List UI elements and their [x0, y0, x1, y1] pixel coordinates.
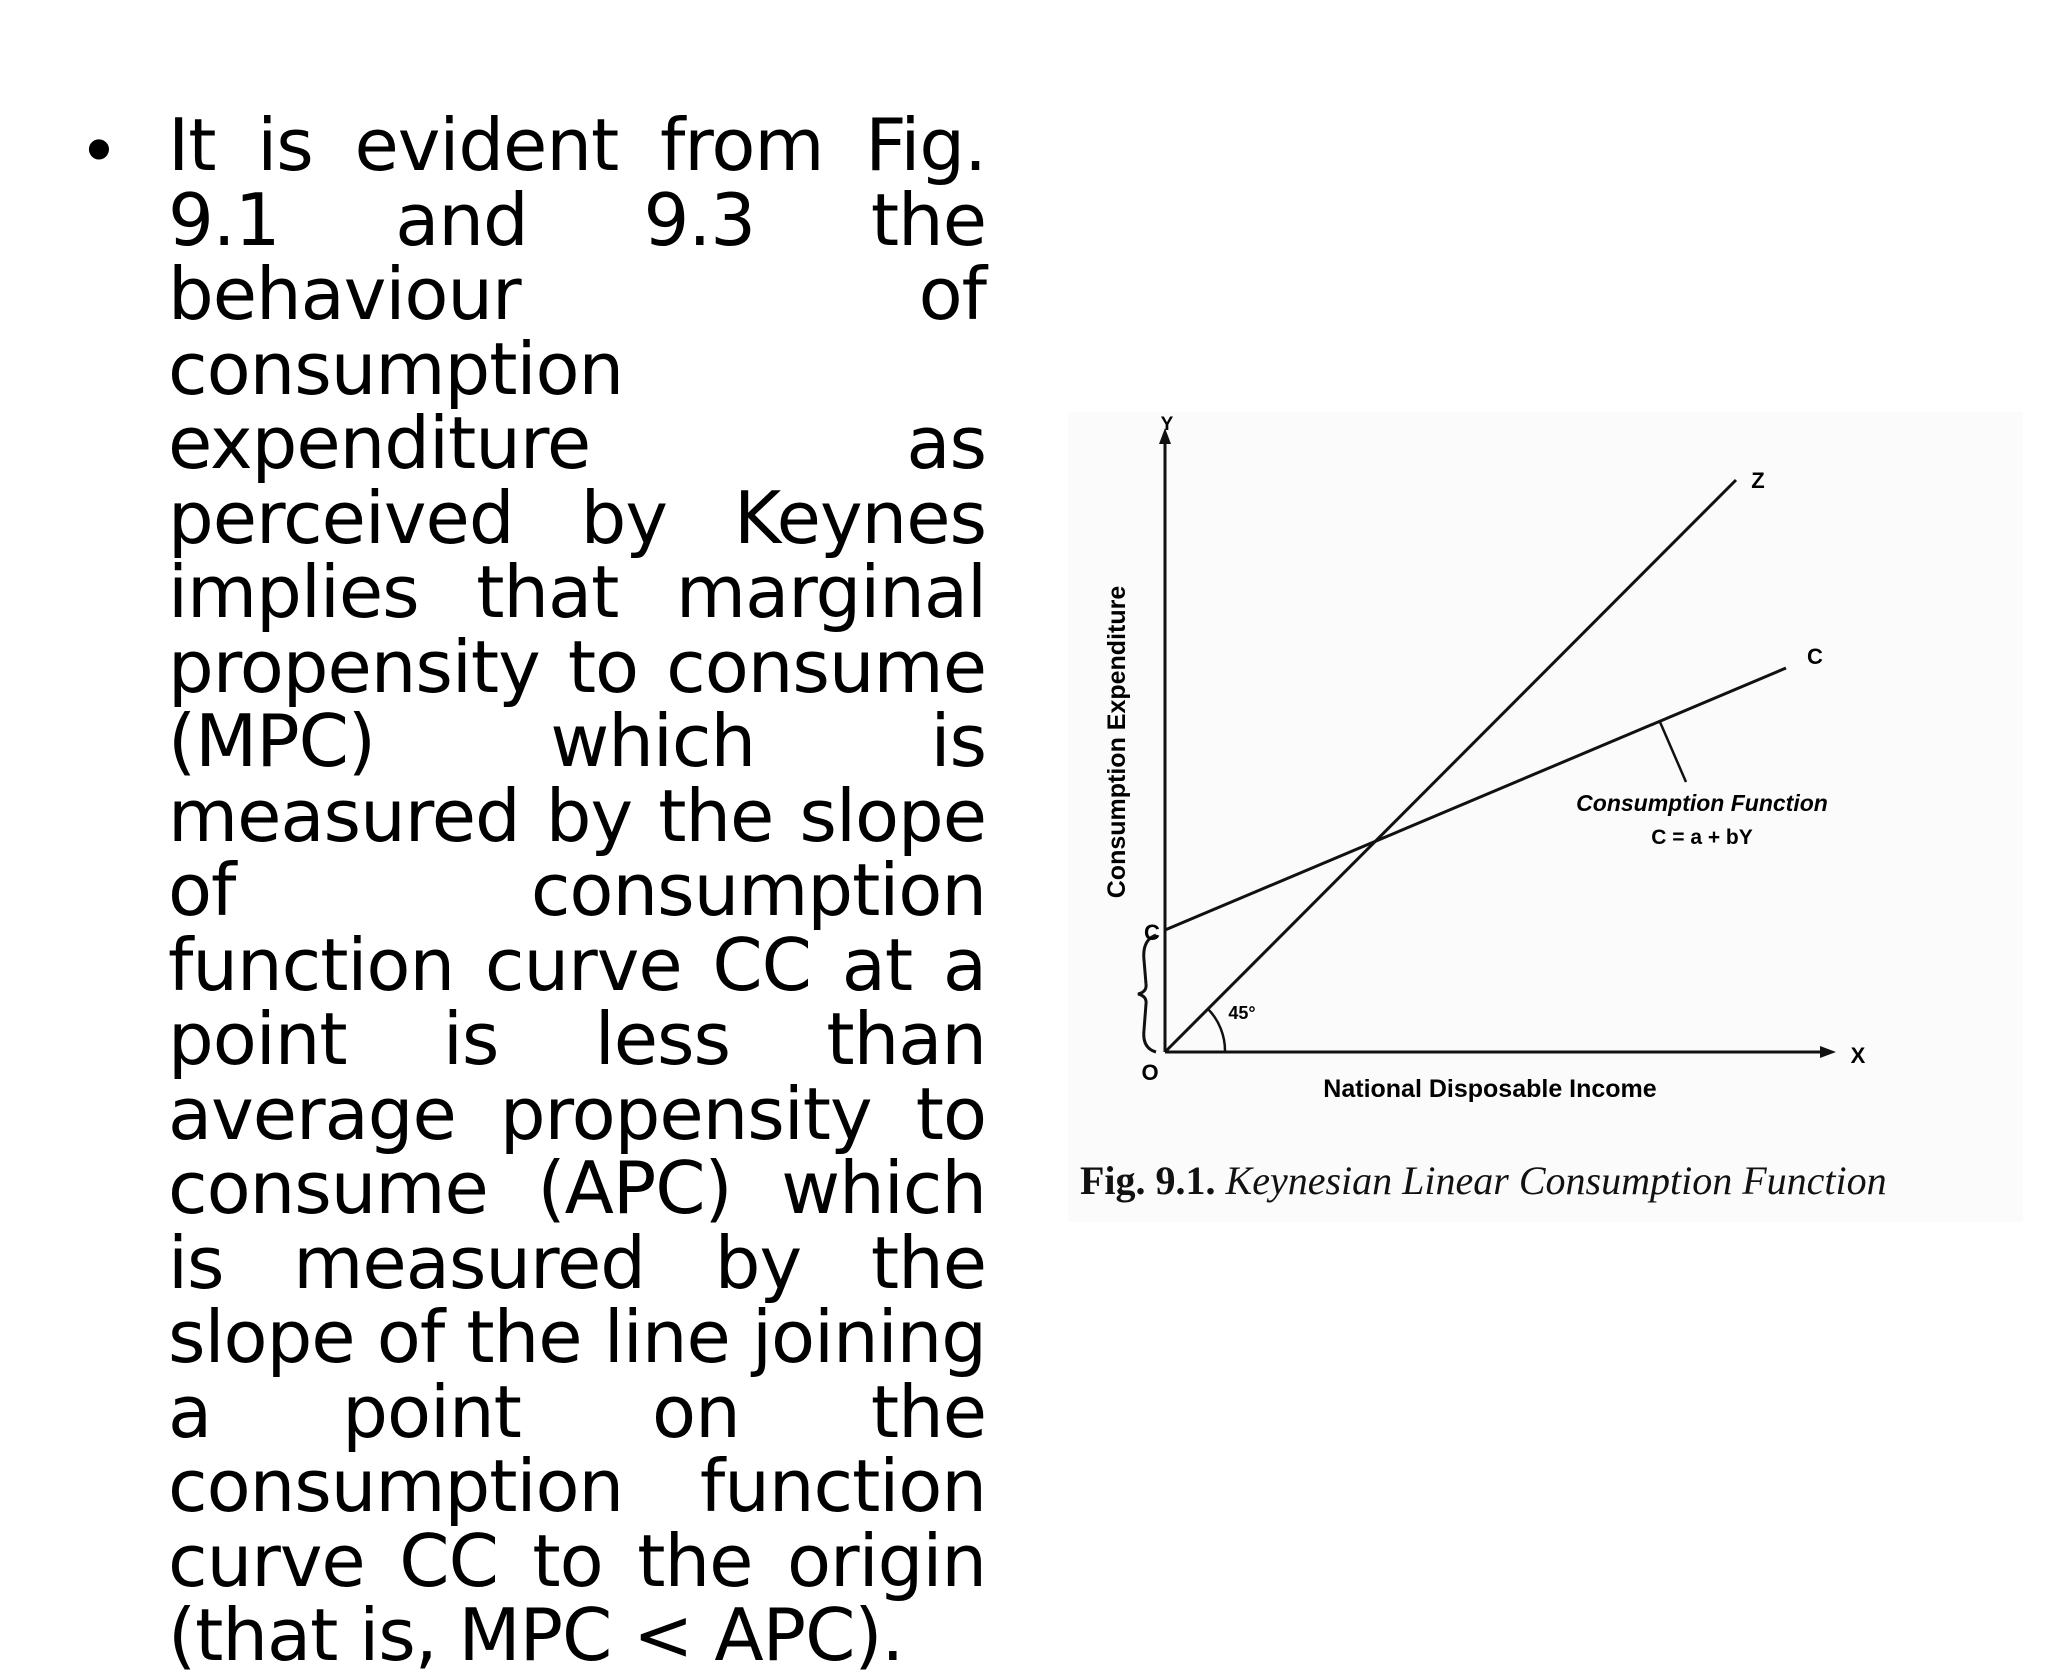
consumption-function-label: Consumption Function	[1576, 790, 1828, 816]
y-axis-letter: Y	[1160, 414, 1174, 435]
line-45-degree	[1165, 480, 1736, 1052]
angle-arc	[1208, 1009, 1225, 1052]
figure-number: Fig. 9.1.	[1080, 1158, 1216, 1203]
line-45-end-label: Z	[1751, 468, 1765, 493]
consumption-function-figure	[1068, 412, 2023, 1222]
origin-label: O	[1141, 1060, 1159, 1085]
intercept-label: C	[1144, 920, 1160, 945]
x-axis-letter: X	[1850, 1043, 1866, 1068]
x-axis-arrow-icon	[1820, 1046, 1836, 1058]
x-axis-title: National Disposable Income	[1323, 1075, 1657, 1103]
bullet-text: It is evident from Fig. 9.1 and 9.3 the behaviour of consumption expenditure as perceived by Keynes implies that marginal propensity to consume (MPC) which is measured by the slope of consumption function curve CC at a point is less than average propensity to consume (APC) which is measured by the slope of the line joining a point on the consumption function curve CC to the origin (that is, MPC < APC).	[168, 103, 986, 1677]
consumption-function-equation: C = a + bY	[1651, 826, 1753, 849]
y-axis-title: Consumption Expenditure	[1103, 585, 1131, 899]
label-pointer	[1660, 722, 1686, 782]
bullet-list	[86, 103, 986, 1677]
angle-label: 45°	[1228, 1003, 1256, 1023]
bullet-item	[86, 103, 986, 1677]
intercept-brace	[1138, 935, 1156, 1052]
consumption-function-diagram	[1068, 412, 2023, 1152]
figure-title: Keynesian Linear Consumption Function	[1225, 1158, 1887, 1203]
bullet-icon: •	[86, 107, 112, 190]
figure-caption	[1080, 1157, 2020, 1204]
cc-end-label: C	[1807, 644, 1823, 669]
